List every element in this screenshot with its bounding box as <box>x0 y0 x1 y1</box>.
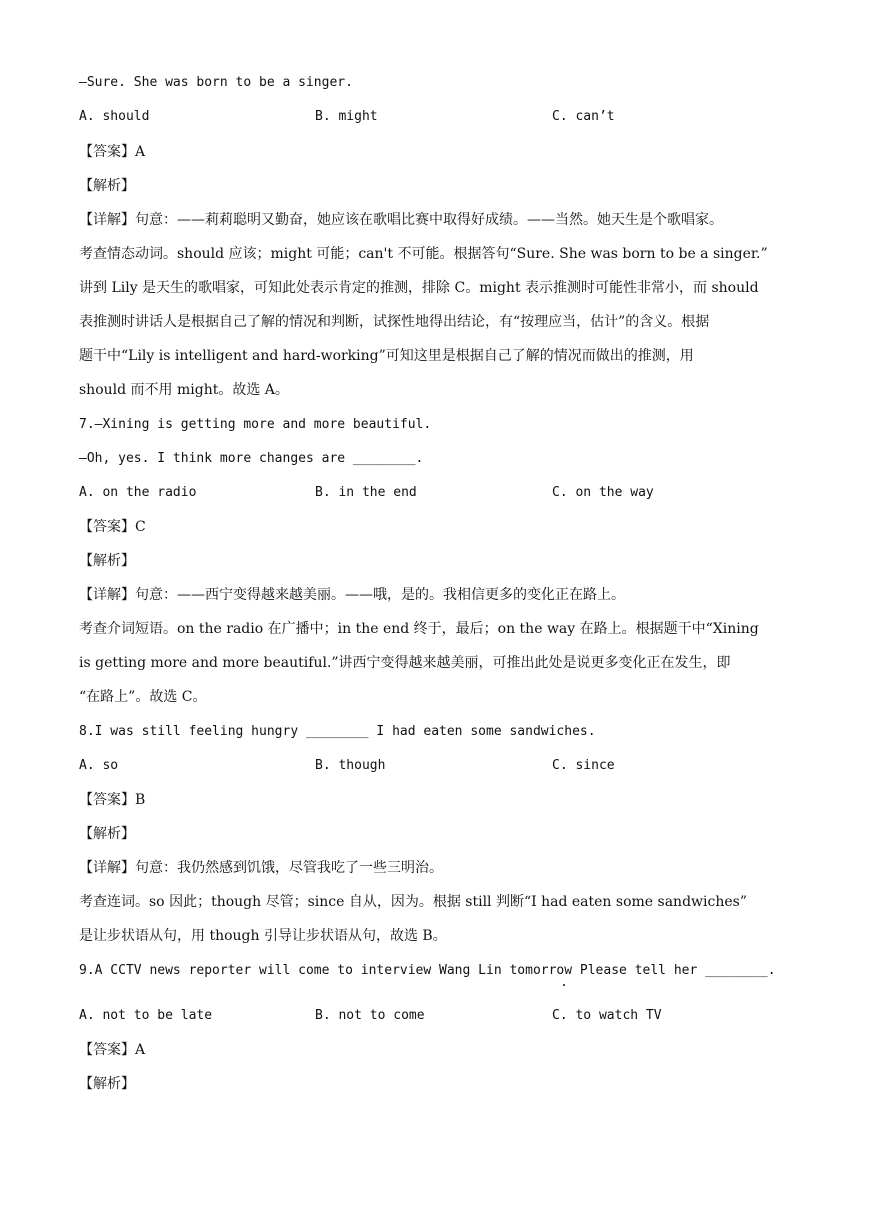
question-7-reply: —Oh, yes. I think more changes are ________. <box>79 451 424 466</box>
answer-label: 【答案】C <box>79 519 146 535</box>
explanation-line: 【详解】句意：我仍然感到饥饿，尽管我吃了一些三明治。 <box>79 860 443 876</box>
explanation-line: 考查情态动词。should 应该；might 可能；can't 不可能。根据答句“Sure. She was born to be a singer.” <box>79 246 768 262</box>
explanation-line: 考查连词。so 因此；though 尽管；since 自从，因为。根据 still 判断“I had eaten some sandwiches” <box>79 894 747 910</box>
option-c: C. to watch TV <box>552 1008 662 1023</box>
analysis-label: 【解析】 <box>79 553 135 569</box>
option-b: B. though <box>315 758 386 773</box>
analysis-label: 【解析】 <box>79 178 135 194</box>
option-c: C. since <box>552 758 615 773</box>
question-7: 7.—Xining is getting more and more beautiful. <box>79 417 432 432</box>
analysis-label: 【解析】 <box>79 1076 135 1092</box>
explanation-line: should 而不用 might。故选 A。 <box>79 382 289 398</box>
explanation-line: 【详解】句意：——莉莉聪明又勤奋，她应该在歌唱比赛中取得好成绩。——当然。她天生是个歌唱家。 <box>79 212 723 228</box>
answer-label: 【答案】A <box>79 144 146 160</box>
option-a: A. not to be late <box>79 1008 213 1023</box>
option-b: B. might <box>315 109 378 124</box>
explanation-line: 【详解】句意：——西宁变得越来越美丽。——哦，是的。我相信更多的变化正在路上。 <box>79 587 625 603</box>
explanation-line: “在路上”。故选 C。 <box>79 689 207 705</box>
explanation-line: 题干中“Lily is intelligent and hard-working”可知这里是根据自己了解的情况而做出的推测，用 <box>79 348 694 364</box>
answer-label: 【答案】A <box>79 1042 146 1058</box>
explanation-line: 讲到 Lily 是天生的歌唱家，可知此处表示肯定的推测，排除 C。might 表示推测时可能性非常小，而 should <box>79 280 759 296</box>
question-9: 9.A CCTV news reporter will come to interview Wang Lin tomorrow Please tell her ________. <box>79 963 776 978</box>
option-c: C. on the way <box>552 485 654 500</box>
analysis-label: 【解析】 <box>79 826 135 842</box>
explanation-line: 考查介词短语。on the radio 在广播中；in the end 终于，最后；on the way 在路上。根据题干中“Xining <box>79 621 759 637</box>
explanation-line: 表推测时讲话人是根据自己了解的情况和判断，试探性地得出结论，有“按理应当，估计”的含义。根据 <box>79 314 710 330</box>
option-a: A. should <box>79 109 150 124</box>
answer-label: 【答案】B <box>79 792 146 808</box>
question-8: 8.I was still feeling hungry ________ I had eaten some sandwiches. <box>79 724 596 739</box>
option-a: A. so <box>79 758 119 773</box>
explanation-line: is getting more and more beautiful.”讲西宁变得越来越美丽，可推出此处是说更多变化正在发生，即 <box>79 655 731 671</box>
option-b: B. in the end <box>315 485 417 500</box>
option-c: C. can’t <box>552 109 615 124</box>
option-a: A. on the radio <box>79 485 197 500</box>
explanation-line: 是让步状语从句，用 though 引导让步状语从句，故选 B。 <box>79 928 447 944</box>
emphasis-dot <box>563 984 565 986</box>
text-line: —Sure. She was born to be a singer. <box>79 75 353 90</box>
option-b: B. not to come <box>315 1008 425 1023</box>
